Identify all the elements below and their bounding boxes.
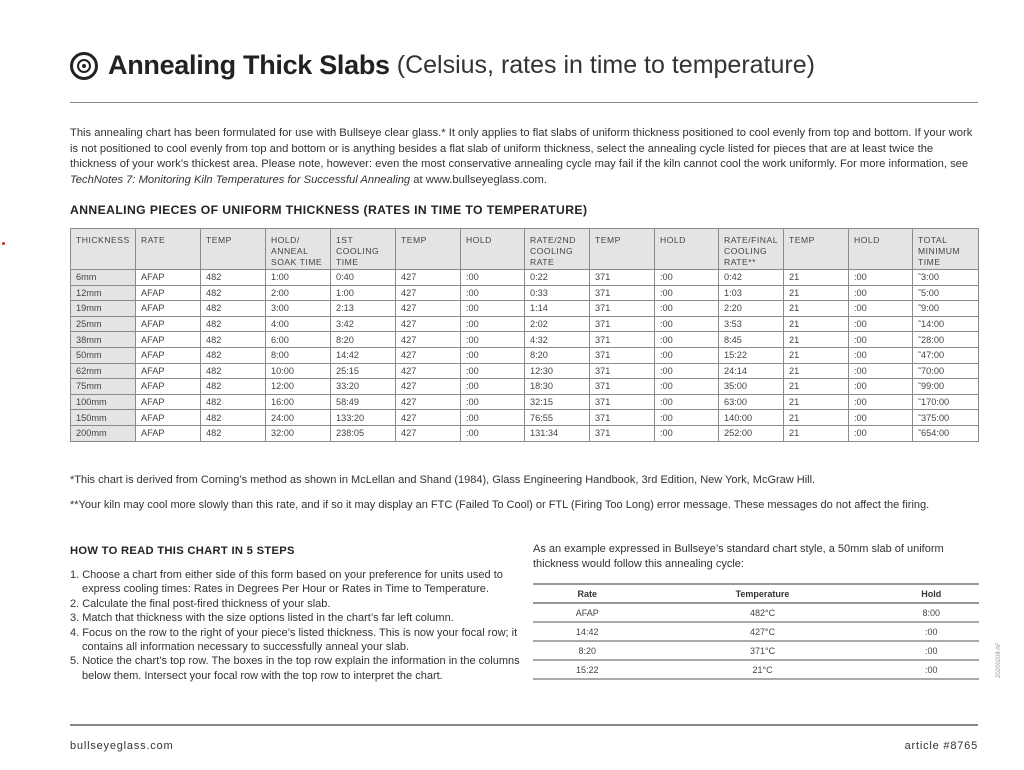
table-cell: 482 [201,425,266,441]
target-icon [70,52,98,80]
table-cell: 76:55 [525,410,590,426]
column-header-line: TEMP [595,235,621,245]
example-cell: 8:20 [533,641,641,660]
column-header-line: TEMP [206,235,232,245]
footer-article-number: article #8765 [904,740,978,752]
table-cell: AFAP [136,285,201,301]
table-cell: 427 [396,301,461,317]
column-header-line: COOLING [724,246,768,256]
table-row [71,347,979,363]
column-header [201,229,266,270]
table-cell: 2:13 [331,301,396,317]
column-header-line: TOTAL [918,235,948,245]
table-cell: :00 [849,285,913,301]
column-header [136,229,201,270]
table-row [71,316,979,332]
table-cell: 24:14 [719,363,784,379]
table-cell: 482 [201,363,266,379]
step-item: 4. Focus on the row to the right of your piece’s listed thickness. This is now your focal row; it contains all information necessary to successfully anneal your slab. [70,626,518,654]
table-cell: 0:42 [719,270,784,286]
column-header-line: RATE/FINAL [724,235,779,245]
column-header [331,229,396,270]
table-cell: 427 [396,316,461,332]
table-cell: 427 [396,363,461,379]
table-cell: AFAP [136,316,201,332]
example-cell: 15:22 [533,660,641,679]
table-cell: 3:42 [331,316,396,332]
thickness-cell: 200mm [71,425,136,441]
table-cell: :00 [461,379,525,395]
table-cell: 6:00 [266,332,331,348]
table-cell: 371 [590,285,655,301]
table-cell: :00 [849,425,913,441]
step-item: 5. Notice the chart’s top row. The boxes in the top row explain the information in the columns below them. Intersect your focal row with the top row to interpret the chart. [70,655,520,682]
table-cell: :00 [461,363,525,379]
table-cell: 8:45 [719,332,784,348]
annealing-table [70,228,979,442]
table-row [71,410,979,426]
table-cell: AFAP [136,347,201,363]
table-cell: 32:15 [525,394,590,410]
table-cell: :00 [655,394,719,410]
column-header [525,229,590,270]
table-cell: 0:40 [331,270,396,286]
table-cell: 427 [396,425,461,441]
column-header-line: RATE/2ND [530,235,576,245]
intro-text-2: at www.bullseyeglass.com. [410,173,547,186]
column-header-line: RATE [141,235,166,245]
table-cell: 21 [784,379,849,395]
table-cell: :00 [461,347,525,363]
footnote-corning: *This chart is derived from Corning’s method as shown in McLellan and Shand (1984), Glass Engineering Handbook, 3rd Edition, New York, McGraw Hill. [70,474,816,486]
footer-website: bullseyeglass.com [70,740,174,752]
thickness-cell: 12mm [71,285,136,301]
column-header [655,229,719,270]
table-cell: 482 [201,394,266,410]
table-cell: :00 [461,285,525,301]
table-cell: 482 [201,410,266,426]
intro-text-1: This annealing chart has been formulated for use with Bullseye clear glass.* It only applies to flat slabs of uniform thickness positioned to cool evenly from top and bottom. If your work is not positioned to cool evenly from top and bottom or is anything besides a flat slab of uniform thickness, select the annealing cycle listed for pieces that are at least twice the thickness of your work’s thickest area. Please note, however: even the most conservative annealing cycle may fail if the kiln cannot cool the work uniformly. For more information, see [70,127,973,171]
table-row [71,332,979,348]
table-cell: :00 [655,379,719,395]
example-cell: 482°C [641,603,883,622]
table-cell: 21 [784,316,849,332]
table-cell: 482 [201,285,266,301]
table-cell: 371 [590,410,655,426]
example-cell: 371°C [641,641,883,660]
thickness-cell: 75mm [71,379,136,395]
table-cell: 12:30 [525,363,590,379]
table-cell: :00 [655,332,719,348]
table-cell: 427 [396,332,461,348]
table-cell: 482 [201,332,266,348]
table-cell: 24:00 [266,410,331,426]
table-cell: 371 [590,301,655,317]
table-cell: 8:20 [525,347,590,363]
table-cell: 482 [201,301,266,317]
column-header [396,229,461,270]
table-cell: :00 [655,285,719,301]
table-cell: 131:34 [525,425,590,441]
example-cell: 21°C [641,660,883,679]
column-header-line: TEMP [401,235,427,245]
table-cell: 371 [590,425,655,441]
table-cell: 1:00 [331,285,396,301]
step-item: 1. Choose a chart from either side of this form based on your preference for units used to express cooling times: Rates in Degrees Per Hour or Rates in Time to Temperature. [70,569,503,596]
table-cell: 21 [784,332,849,348]
column-header [913,229,979,270]
step-item: 3. Match that thickness with the size options listed in the chart’s far left column. [70,612,454,625]
table-cell: 427 [396,270,461,286]
table-cell: ˜3:00 [913,270,979,286]
table-row [71,425,979,441]
table-cell: 2:02 [525,316,590,332]
table-cell: 252:00 [719,425,784,441]
thickness-cell: 150mm [71,410,136,426]
intro-paragraph [70,126,978,188]
table-cell: 371 [590,316,655,332]
table-cell: 2:20 [719,301,784,317]
thickness-cell: 25mm [71,316,136,332]
example-cell: AFAP [533,603,641,622]
table-cell: :00 [849,270,913,286]
column-header-line: HOLD [854,235,880,245]
table-cell: 35:00 [719,379,784,395]
table-cell: 371 [590,394,655,410]
column-header [719,229,784,270]
table-cell: 2:00 [266,285,331,301]
table-cell: 25:15 [331,363,396,379]
table-body [71,270,979,442]
table-cell: :00 [655,316,719,332]
example-row [533,641,979,660]
table-cell: 482 [201,316,266,332]
table-cell: 0:33 [525,285,590,301]
table-cell: :00 [461,316,525,332]
table-row [71,363,979,379]
table-cell: :00 [849,332,913,348]
column-header-line: HOLD [466,235,492,245]
table-cell: AFAP [136,270,201,286]
thickness-cell: 38mm [71,332,136,348]
table-cell: 1:03 [719,285,784,301]
thickness-cell: 6mm [71,270,136,286]
stray-mark [2,242,5,245]
table-cell: ˜5:00 [913,285,979,301]
column-header [849,229,913,270]
column-header-line: TEMP [789,235,815,245]
table-cell: 371 [590,363,655,379]
table-row [71,301,979,317]
technotes-reference: TechNotes 7: Monitoring Kiln Temperatures for Successful Annealing [70,173,411,186]
example-header-hold: Hold [884,584,979,603]
table-cell: 4:00 [266,316,331,332]
table-cell: ˜70:00 [913,363,979,379]
column-header-line: HOLD/ [271,235,300,245]
table-cell: 427 [396,347,461,363]
table-cell: ˜14:00 [913,316,979,332]
table-cell: :00 [849,394,913,410]
title-subtitle: (Celsius, rates in time to temperature) [396,51,815,79]
table-cell: 482 [201,270,266,286]
table-cell: 21 [784,363,849,379]
table-cell: 21 [784,425,849,441]
column-header-line: TIME [918,257,941,267]
table-cell: 371 [590,270,655,286]
table-cell: 1:00 [266,270,331,286]
side-document-code: 20200208 AF [996,642,1002,678]
table-cell: 8:00 [266,347,331,363]
table-cell: 427 [396,379,461,395]
column-header-line: COOLING [336,246,380,256]
example-header-row [533,584,979,603]
table-cell: 21 [784,410,849,426]
example-row [533,603,979,622]
table-cell: AFAP [136,379,201,395]
table-row [71,270,979,286]
table-cell: 21 [784,394,849,410]
table-cell: ˜99:00 [913,379,979,395]
table-cell: ˜47:00 [913,347,979,363]
column-header-line: SOAK TIME [271,257,323,267]
table-cell: 371 [590,347,655,363]
example-cycle-table [533,583,979,680]
table-cell: :00 [849,379,913,395]
table-cell: 482 [201,379,266,395]
example-cell: 14:42 [533,622,641,641]
table-cell: 140:00 [719,410,784,426]
example-row [533,660,979,679]
table-cell: 33:20 [331,379,396,395]
table-cell: :00 [655,301,719,317]
table-cell: ˜654:00 [913,425,979,441]
column-header [266,229,331,270]
column-header [71,229,136,270]
step-item: 2. Calculate the final post-fired thickness of your slab. [70,597,331,610]
example-header-temperature: Temperature [641,584,883,603]
title-bold: Annealing Thick Slabs [108,50,390,80]
table-cell: 238:05 [331,425,396,441]
thickness-cell: 50mm [71,347,136,363]
example-description: As an example expressed in Bullseye’s standard chart style, a 50mm slab of uniform thickness would follow this annealing cycle: [533,543,944,570]
table-cell: 21 [784,285,849,301]
table-cell: :00 [849,301,913,317]
table-cell: 0:22 [525,270,590,286]
table-cell: AFAP [136,410,201,426]
column-header-line: TIME [336,257,359,267]
table-cell: 21 [784,301,849,317]
column-header-line: HOLD [660,235,686,245]
table-cell: AFAP [136,363,201,379]
table-cell: 21 [784,270,849,286]
table-cell: AFAP [136,332,201,348]
example-header-rate: Rate [533,584,641,603]
thickness-cell: 19mm [71,301,136,317]
table-cell: 21 [784,347,849,363]
table-cell: 32:00 [266,425,331,441]
table-row [71,379,979,395]
table-row [71,285,979,301]
table-cell: 427 [396,410,461,426]
table-row [71,394,979,410]
footer-divider [70,724,978,726]
table-title: ANNEALING PIECES OF UNIFORM THICKNESS (RATES IN TIME TO TEMPERATURE) [70,203,588,217]
table-header-row [71,229,979,270]
example-row [533,622,979,641]
table-cell: 16:00 [266,394,331,410]
table-cell: :00 [655,363,719,379]
table-cell: :00 [461,394,525,410]
table-cell: 15:22 [719,347,784,363]
table-cell: ˜9:00 [913,301,979,317]
table-cell: 10:00 [266,363,331,379]
table-cell: 427 [396,285,461,301]
table-cell: 58:49 [331,394,396,410]
table-cell: ˜170:00 [913,394,979,410]
column-header-line: RATE** [724,257,756,267]
table-cell: :00 [849,347,913,363]
column-header [461,229,525,270]
table-cell: 3:53 [719,316,784,332]
page-title [70,50,815,81]
table-cell: 3:00 [266,301,331,317]
table-cell: 14:42 [331,347,396,363]
table-cell: :00 [655,425,719,441]
table-cell: :00 [461,425,525,441]
table-cell: :00 [461,270,525,286]
table-cell: ˜375:00 [913,410,979,426]
table-cell: :00 [655,347,719,363]
column-header [784,229,849,270]
column-header [590,229,655,270]
example-cell: 8:00 [884,603,979,622]
table-cell: 482 [201,347,266,363]
example-cell: :00 [884,641,979,660]
table-cell: :00 [849,316,913,332]
column-header-line: COOLING [530,246,574,256]
table-cell: :00 [849,363,913,379]
thickness-cell: 100mm [71,394,136,410]
table-cell: :00 [655,270,719,286]
table-cell: :00 [849,410,913,426]
table-cell: 133:20 [331,410,396,426]
header-divider [70,102,978,103]
example-cell: :00 [884,622,979,641]
column-header-line: THICKNESS [76,235,130,245]
example-cell: :00 [884,660,979,679]
table-cell: ˜28:00 [913,332,979,348]
howto-title: HOW TO READ THIS CHART IN 5 STEPS [70,545,295,557]
column-header-line: MINIMUM [918,246,961,256]
table-cell: AFAP [136,425,201,441]
table-cell: 427 [396,394,461,410]
column-header-line: 1ST [336,235,354,245]
table-cell: AFAP [136,301,201,317]
table-cell: 12:00 [266,379,331,395]
howto-steps [70,568,520,683]
table-cell: 18:30 [525,379,590,395]
footnote-ftc-ftl: **Your kiln may cool more slowly than this rate, and if so it may display an FTC (Failed To Cool) or FTL (Firing Too Long) error message. These messages do not affect the firing. [70,499,930,511]
table-cell: :00 [461,410,525,426]
table-cell: 371 [590,332,655,348]
column-header-line: RATE [530,257,555,267]
table-cell: 1:14 [525,301,590,317]
table-cell: AFAP [136,394,201,410]
table-cell: 8:20 [331,332,396,348]
example-cell: 427°C [641,622,883,641]
column-header-line: ANNEAL [271,246,309,256]
table-cell: :00 [655,410,719,426]
table-cell: :00 [461,332,525,348]
thickness-cell: 62mm [71,363,136,379]
table-cell: 371 [590,379,655,395]
table-cell: 63:00 [719,394,784,410]
table-cell: :00 [461,301,525,317]
table-cell: 4:32 [525,332,590,348]
